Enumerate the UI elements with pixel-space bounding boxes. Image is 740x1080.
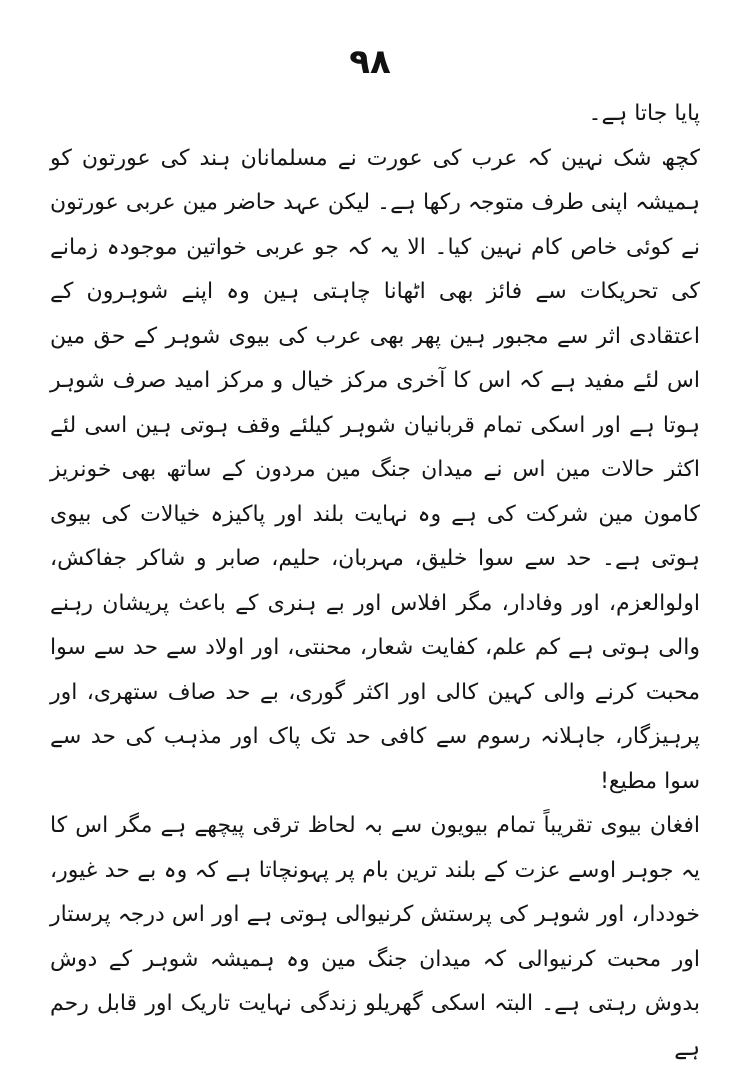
paragraph-afghan-wife: افغان بیوی تقریباً تمام بیویون سے بہ لحاظ ترقی پیچھے ہے مگر اس کا یہ جوہر اوسے عزت کے بلند ترین بام پر پہونچاتا ہے کہ وہ بے حد غیور، خوددار، اور شوہر کی پرستش کرنیوالی ہوتی ہے اور اس درجہ پرستار اور محبت کرنیوالی کہ میدان جنگ مین وہ ہمیشہ شوہر کے دوش بدوش رہتی ہے۔ البتہ اسکی گھریلو زندگی نہایت تاریک اور قابل رحم ہے [50,813,700,1061]
body-text [50,92,700,1071]
page-number: ۹۸ [349,42,391,82]
paragraph-arab-wife: کچھ شک نہین کہ عرب کی عورت نے مسلمانان ہند کی عورتون کو ہمیشہ اپنی طرف متوجہ رکھا ہے۔ لیکن عہد حاضر مین عربی عورتون نے کوئی خاص کام نہین کیا۔ الا یہ کہ جو عربی خواتین موجودہ زمانے کی تحریکات سے فائز بھی اٹھانا چاہتی ہین وہ اپنے شوہرون کے اعتقادی اثر سے مجبور ہین پھر بھی عرب کی بیوی شوہر کے حق مین اس لئے مفید ہے کہ اس کا آخری مرکز خیال و مرکز امید صرف شوہر ہوتا ہے اور اسکی تمام قربانیان شوہر کیلئے وقف ہوتی ہین اسی لئے اکثر حالات مین اس نے میدان جنگ مین مردون کے ساتھ بھی خونریز کامون مین شرکت کی ہے وہ نہایت بلند اور پاکیزہ خیالات کی بیوی ہوتی ہے۔ حد سے سوا خلیق، مہربان، حلیم، صابر و شاکر جفاکش، اولوالعزم، اور وفادار، مگر افلاس اور بے ہنری کے باعث پریشان رہنے والی ہوتی ہے کم علم، کفایت شعار، محنتی، اور اولاد سے حد سے سوا محبت کرنے والی کہین کالی اور اکثر گوری، بے حد صاف ستھری، اور پرہیزگار، جاہلانہ رسوم سے کافی حد تک پاک اور مذہب کی حد سے سوا مطیع! [50,145,700,794]
paragraph-continuation: پایا جاتا ہے۔ [588,101,700,126]
